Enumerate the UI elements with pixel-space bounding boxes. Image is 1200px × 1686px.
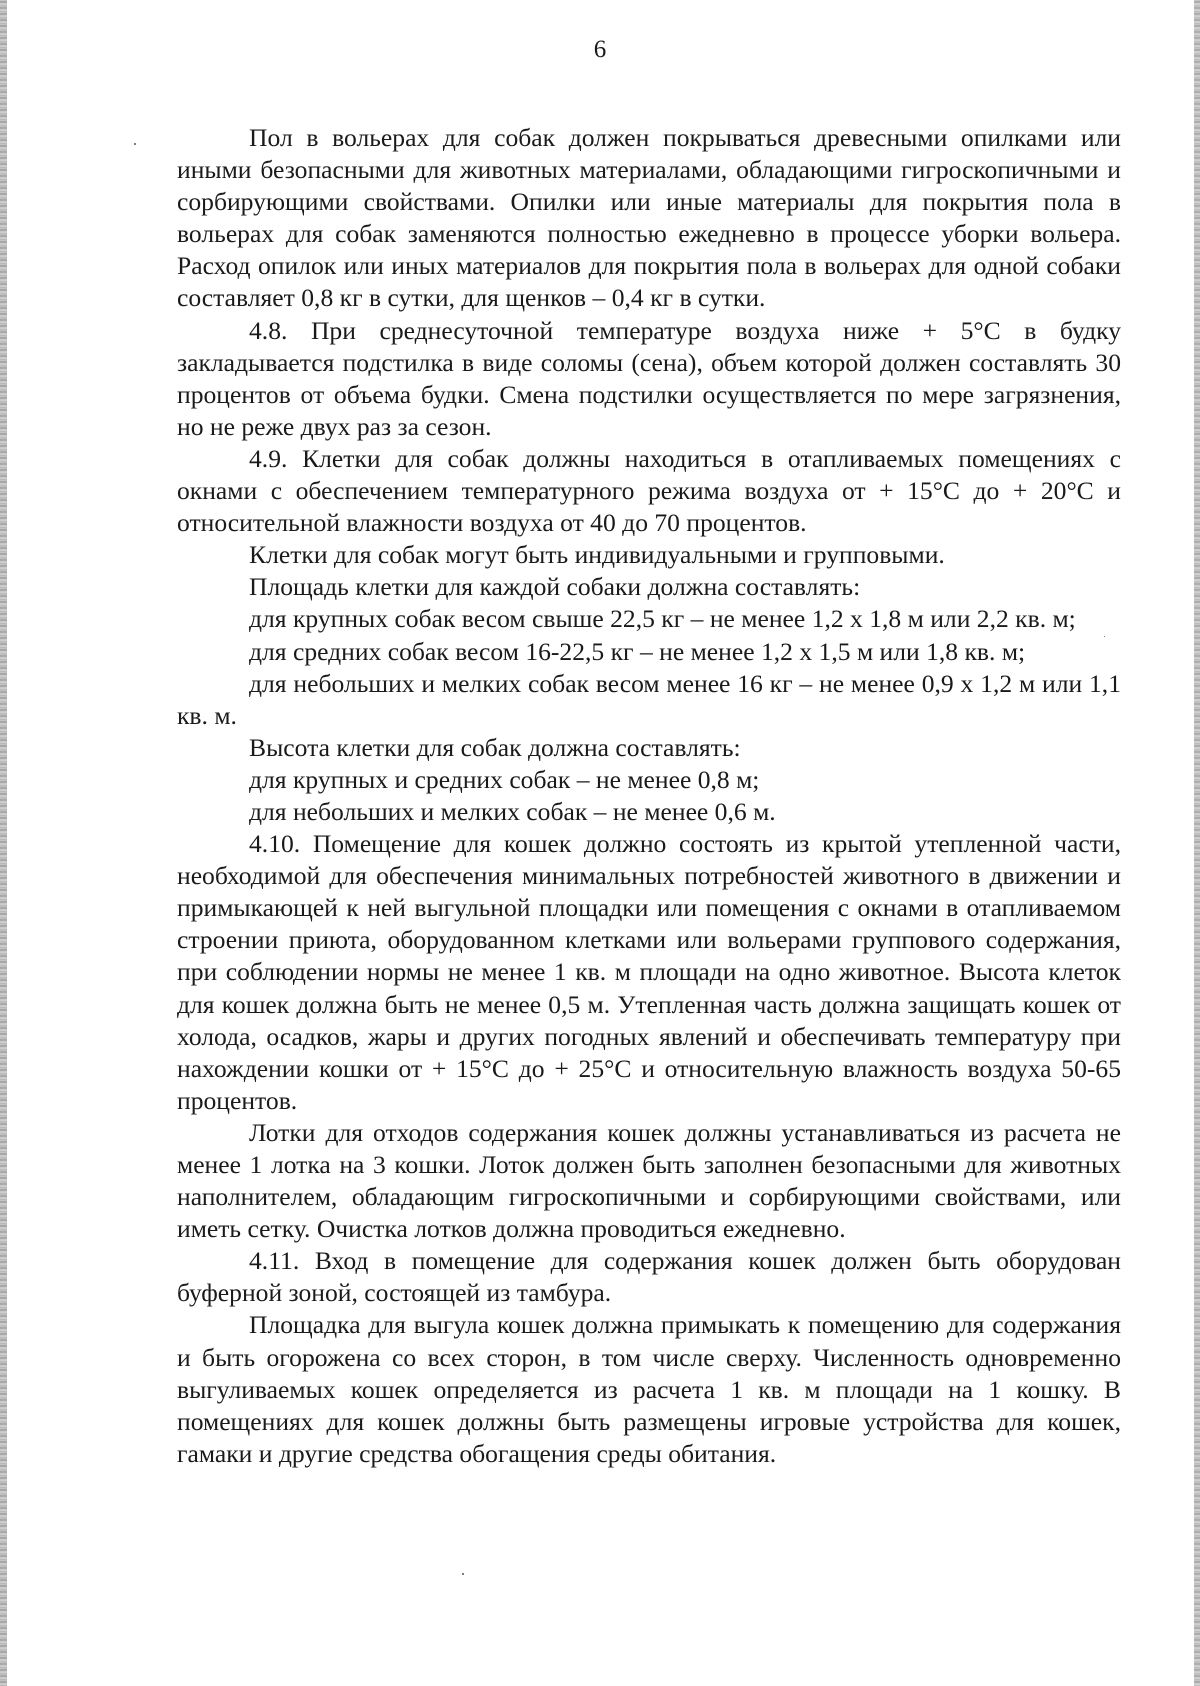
scan-speck bbox=[1104, 636, 1105, 637]
scan-edge-right bbox=[1194, 0, 1200, 1686]
list-item-small-dogs-height: для небольших и мелких собак – не менее 0,6 м. bbox=[249, 796, 776, 826]
paragraph-litter-trays: Лотки для отходов содержания кошек должны устанавливаться из расчета не менее 1 лотка на 3 кошки. Лоток должен быть заполнен безопасными для животных наполнителем, обладающим гигроскопичными и сорбирующими свойствами, или иметь сетку. Очистка лотков должна проводиться ежедневно. bbox=[177, 1117, 1121, 1244]
paragraph-4-9: 4.9. Клетки для собак должны находиться в отапливаемых помещениях с окнами с обеспечением температурного режима воздуха от + 15°С до + 20°С и относительной влажности воздуха от 40 до 70 процентов. bbox=[177, 443, 1121, 538]
paragraph-floor-covering: Пол в вольерах для собак должен покрываться древесными опилками или иными безопасными для животных материалами, обладающими гигроскопичными и сорбирующими свойствами. Опилки или иные материалы для покрытия пола в вольерах для собак заменяются полностью ежедневно в процессе уборки вольера. Расход опилок или иных материалов для покрытия пола в вольерах для одной собаки составляет 0,8 кг в сутки, для щенков – 0,4 кг в сутки. bbox=[177, 123, 1121, 313]
scan-speck bbox=[462, 1573, 464, 1575]
list-item-large-dogs-height: для крупных и средних собак – не менее 0,8 м; bbox=[249, 764, 760, 794]
paragraph-cage-height-intro: Высота клетки для собак должна составлять: bbox=[249, 732, 741, 762]
paragraph-4-8: 4.8. При среднесуточной температуре воздуха ниже + 5°С в будку закладывается подстилка в виде соломы (сена), объем которой должен составлять 30 процентов от объема будки. Смена подстилки осуществляется по мере загрязнения, но не реже двух раз за сезон. bbox=[177, 315, 1121, 441]
scan-speck bbox=[134, 143, 136, 145]
paragraph-4-10: 4.10. Помещение для кошек должно состоять из крытой утепленной части, необходимой для обеспечения минимальных потребностей животного в движении и примыкающей к ней выгульной площадки или помещения с окнами в отапливаемом строении приюта, оборудованном клетками или вольерами группового содержания, при соблюдении нормы не менее 1 кв. м площади на одно животное. Высота клеток для кошек должна быть не менее 0,5 м. Утепленная часть должна защищать кошек от холода, осадков, жары и других погодных явлений и обеспечивать температуру при нахождении кошки от + 15°С до + 25°С и относительную влажность воздуха 50-65 процентов. bbox=[177, 829, 1121, 1115]
paragraph-cat-walk-area: Площадка для выгула кошек должна примыкать к помещению для содержания и быть огорожена со всех сторон, в том числе сверху. Численность одновременно выгуливаемых кошек определяется из расчета 1 кв. м площади на 1 кошку. В помещениях для кошек должны быть размещены игровые устройства для кошек, гамаки и другие средства обогащения среды обитания. bbox=[177, 1310, 1121, 1468]
list-item-small-dogs-area: для небольших и мелких собак весом менее 16 кг – не менее 0,9 х 1,2 м или 1,1 кв. м. bbox=[177, 668, 1121, 730]
list-item-large-dogs-area: для крупных собак весом свыше 22,5 кг – не менее 1,2 х 1,8 м или 2,2 кв. м; bbox=[249, 604, 1076, 634]
paragraph-4-11: 4.11. Вход в помещение для содержания кошек должен быть оборудован буферной зоной, состоящей из тамбура. bbox=[177, 1246, 1121, 1308]
list-item-medium-dogs-area: для средних собак весом 16-22,5 кг – не менее 1,2 х 1,5 м или 1,8 кв. м; bbox=[249, 636, 1026, 666]
scan-edge-left bbox=[0, 0, 7, 1686]
paragraph-cage-area-intro: Площадь клетки для каждой собаки должна составлять: bbox=[249, 572, 861, 602]
page-number: 6 bbox=[593, 36, 607, 63]
document-body bbox=[177, 122, 1121, 1470]
paragraph-cage-types: Клетки для собак могут быть индивидуальными и групповыми. bbox=[249, 540, 945, 570]
